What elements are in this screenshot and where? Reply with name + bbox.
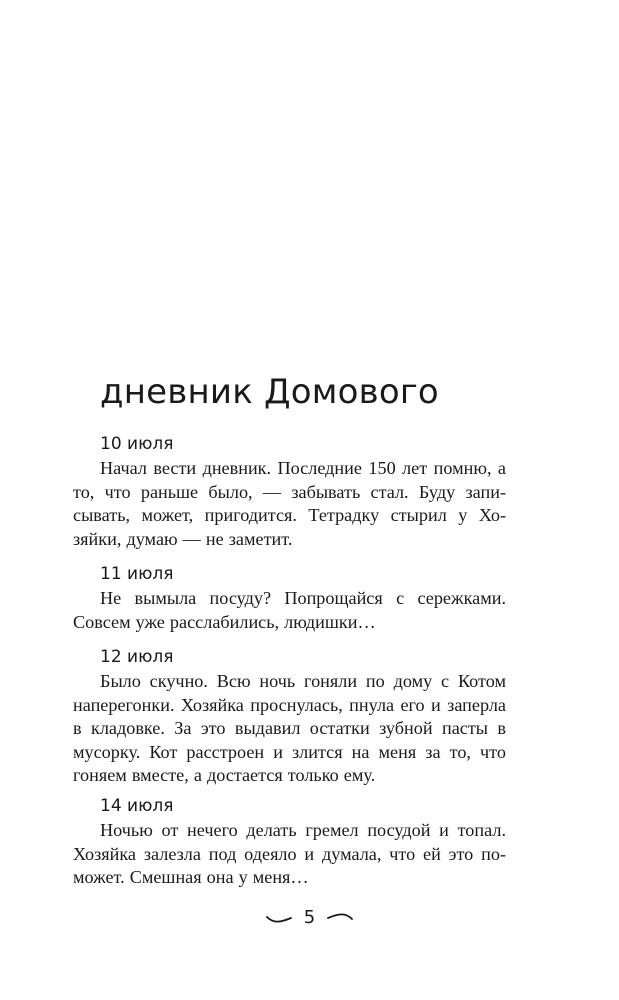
diary-entry [73,795,506,890]
entry-text: Ночью от нечего делать гремел посудой и топал. Хозяйка залезла под одеяло и думала, что ей это поможет. Смешная она у меня… [73,820,506,887]
diary-entry [73,646,506,788]
page-number: 5 [303,907,316,928]
entry-date: 11 июля [100,564,174,584]
chapter-title: дневник Домового [100,372,439,412]
entry-text: Было скучно. Всю ночь гоняли по дому с Котом наперегонки. Хозяйка проснулась, пнула его и заперла в кладовке. За это выдавил остатки зубной пасты в мусорку. Кот расстроен и злится на меня за то, что гоняем вместе, а достается только ему. [73,671,506,785]
entry-text: Начал вести дневник. Последние 150 лет помню, а то, что раньше было, — забывать стал. Буду записывать, может, пригодится. Тетрадку стырил у Хозяйки, думаю — не заметит. [73,458,506,549]
entry-text: Не вымыла посуду? Попрощайся с сережками. Совсем уже расслабились, людишки… [73,588,506,632]
diary-entry [73,433,506,551]
entry-date: 12 июля [100,647,174,667]
swash-right-icon [327,913,353,923]
swash-left-icon [266,913,292,923]
entry-date: 10 июля [100,434,174,454]
page-footer [0,906,619,930]
diary-entry [73,563,506,634]
entry-date: 14 июля [100,796,174,816]
